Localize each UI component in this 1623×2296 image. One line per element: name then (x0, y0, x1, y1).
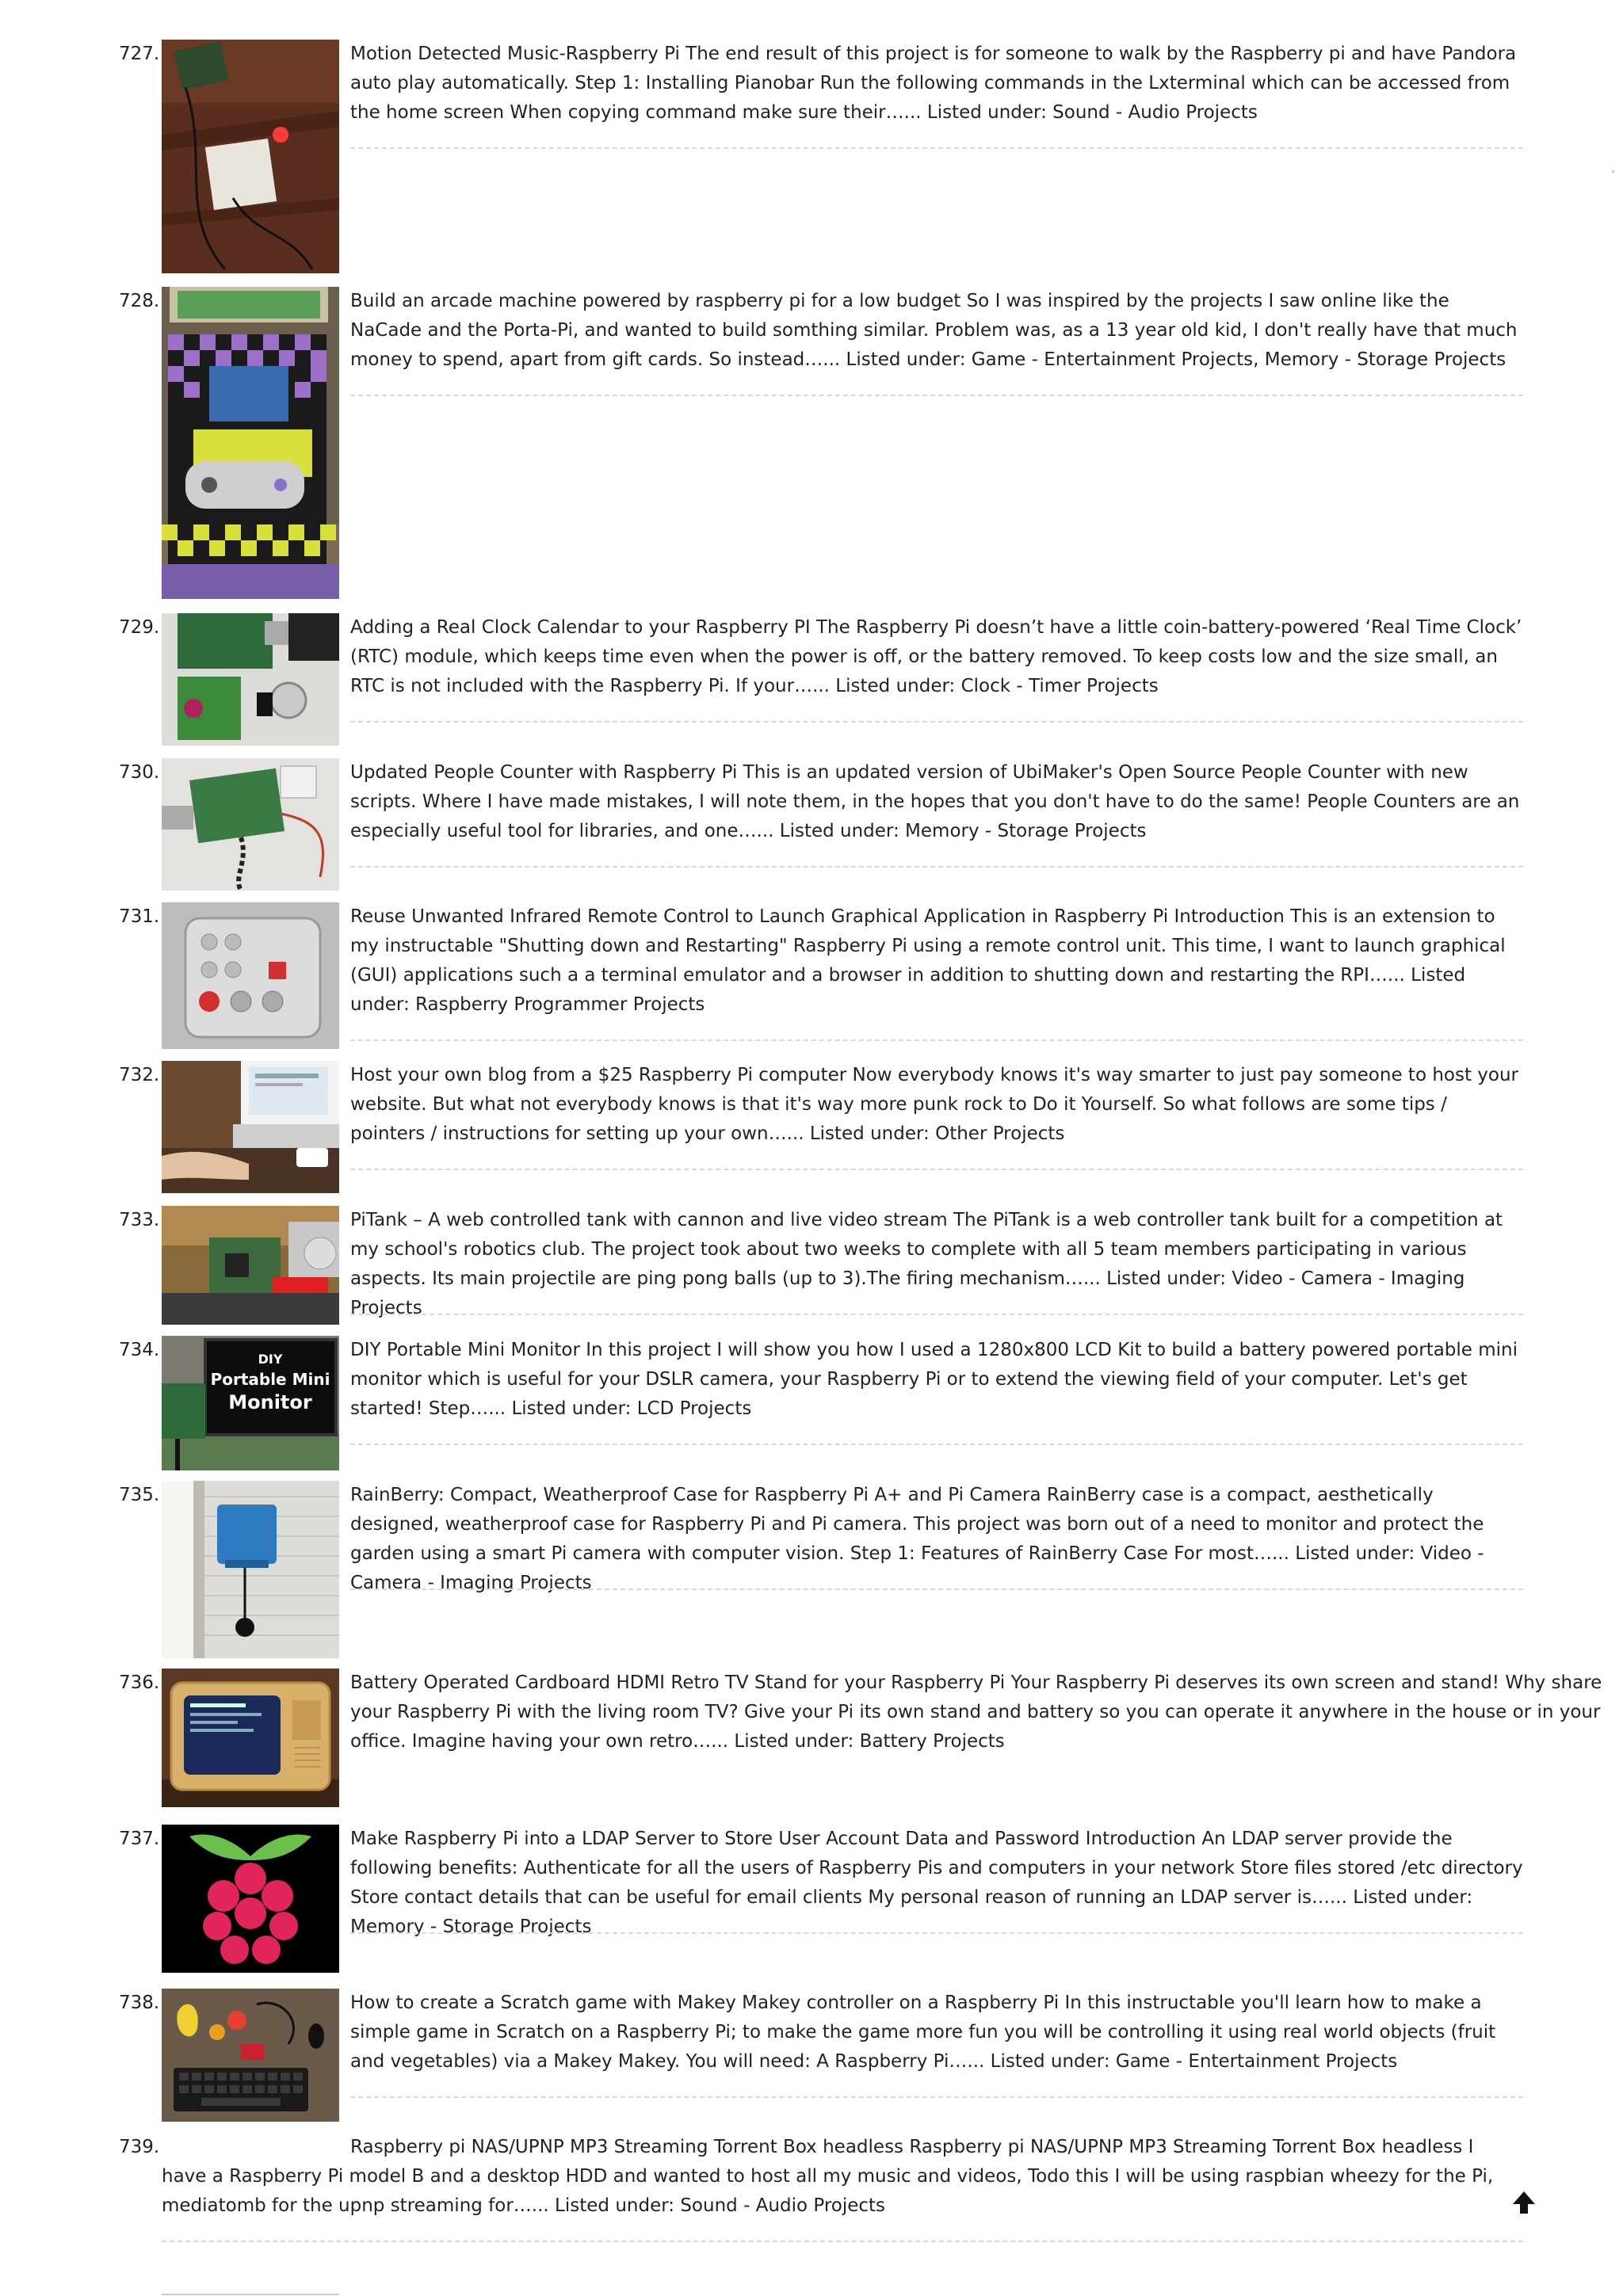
item-description[interactable]: Build an arcade machine powered by raspberry pi for a low budget So I was inspired by the projects I saw online like the NaCade and the Porta-Pi, and wanted to build somthing similar. Problem was, as a 13 year old kid, I don't really have that much money to spend, apart from gift cards. So instead…... Listed under: Game - Entertainment Projects, Memory - Storage Projects (350, 291, 1518, 370)
item-number: 738. (119, 1993, 160, 2013)
item-thumbnail[interactable] (162, 1669, 339, 1807)
item-description[interactable]: PiTank – A web controlled tank with cannon and live video stream The PiTank is a web controller tank built for a competition at my school's robotics club. The project took about two weeks to complete with all 5 team members participating in various aspects. Its main projectile are ping pong balls (up to 3).The firing mechanism…... Listed under: Video - Camera - Imaging Projects (350, 1210, 1503, 1318)
item-number: 732. (119, 1065, 160, 1085)
item-thumbnail[interactable] (162, 1481, 339, 1658)
next-item-edge (162, 2294, 339, 2295)
item-description[interactable]: Motion Detected Music-Raspberry Pi The end result of this project is for someone to walk by the Raspberry pi and have Pandora auto play automatically. Step 1: Installing Pianobar Run the following commands in the Lxterminal which can be accessed from the home screen When copying command make sure their…... Listed under: Sound - Audio Projects (350, 44, 1517, 123)
item-divider (350, 721, 1523, 723)
item-description[interactable]: Battery Operated Cardboard HDMI Retro TV Stand for your Raspberry Pi Your Raspberry Pi deserves its own screen and stand! Why share your Raspberry Pi with the living room TV? Give your Pi its own stand and battery so you can operate it anywhere in the house or in your office. Imagine having your own retro…... Listed under: Battery Projects (350, 1672, 1602, 1752)
list-item (0, 758, 1623, 893)
item-divider (350, 395, 1523, 396)
item-number: 737. (119, 1829, 160, 1849)
list-item (0, 1206, 1623, 1325)
item-divider (350, 1932, 1523, 1934)
item-divider (350, 1314, 1523, 1315)
list-item (0, 287, 1623, 604)
list-item (0, 2133, 1623, 2283)
item-divider (350, 147, 1523, 149)
list-item (0, 1336, 1623, 1470)
item-thumbnail[interactable] (162, 1825, 339, 1973)
item-divider (162, 2241, 1523, 2242)
item-description-text: Raspberry pi NAS/UPNP MP3 Streaming Torrent Box headless Raspberry pi NAS/UPNP MP3 Streaming Torrent Box headless I have a Raspberry Pi model B and a desktop HDD and wanted to host all my music and videos, Todo this I will be using raspbian wheezy for the Pi, mediatomb for the upnp streaming for…... Listed under: Sound - Audio Projects (162, 2137, 1494, 2216)
list-item (0, 1989, 1623, 2123)
item-description[interactable]: How to create a Scratch game with Makey Makey controller on a Raspberry Pi In this instructable you'll learn how to make a simple game in Scratch on a Raspberry Pi; to make the game more fun you will be controlling it using real world objects (fruit and vegetables) via a Makey Makey. You will need: A Raspberry Pi…... Listed under: Game - Entertainment Projects (350, 1993, 1496, 2072)
item-number: 728. (119, 291, 160, 311)
item-thumbnail[interactable] (162, 287, 339, 599)
monitor-label-1: DIY (258, 1352, 283, 1367)
item-divider (350, 1589, 1523, 1590)
item-number: 730. (119, 762, 160, 783)
item-description[interactable]: Host your own blog from a $25 Raspberry Pi computer Now everybody knows it's way smarter to just pay someone to host your website. But what not everybody knows is that it's way more punk rock to Do it Yourself. So what follows are some tips / pointers / instructions for setting up your own…... Listed under: Other Projects (350, 1065, 1518, 1144)
item-number: 731. (119, 906, 160, 927)
arrow-up-icon[interactable] (1510, 2188, 1538, 2217)
item-number: 736. (119, 1672, 160, 1693)
item-description[interactable]: RainBerry: Compact, Weatherproof Case for Raspberry Pi A+ and Pi Camera RainBerry case is a compact, aesthetically designed, weatherproof case for Raspberry Pi and Pi camera. This project was born out of a need to monitor and protect the garden using a smart Pi camera with computer vision. Step 1: Features of RainBerry Case For most…... Listed under: Video - Camera - Imaging Projects (350, 1485, 1484, 1593)
item-description[interactable]: Updated People Counter with Raspberry Pi This is an updated version of UbiMaker's Open Source People Counter with new scripts. Where I have made mistakes, I will note them, in the hopes that you don't have to do the same! People Counters are an especially useful tool for libraries, and one…... Listed under: Memory - Storage Projects (350, 762, 1520, 841)
item-thumbnail[interactable] (162, 1061, 339, 1193)
list-item (0, 902, 1623, 1057)
item-thumbnail[interactable] (162, 1989, 339, 2122)
item-number: 734. (119, 1340, 160, 1360)
item-number: 727. (119, 44, 160, 64)
item-number: 735. (119, 1485, 160, 1505)
list-item (0, 1061, 1623, 1196)
decorative-dot (1612, 170, 1614, 173)
item-description[interactable]: DIY Portable Mini Monitor In this project I will show you how I used a 1280x800 LCD Kit to build a battery powered portable mini monitor which is useful for your DSLR camera, your Raspberry Pi or to extend the viewing field of your computer. Let's get started! Step…... Listed under: LCD Projects (350, 1340, 1518, 1419)
item-thumbnail[interactable] (162, 40, 339, 273)
item-thumbnail[interactable] (162, 758, 339, 891)
monitor-label-2: Portable Mini (210, 1370, 330, 1389)
list-item (0, 1481, 1623, 1655)
item-thumbnail[interactable] (162, 1206, 339, 1325)
item-thumbnail[interactable] (162, 613, 339, 746)
item-number: 733. (119, 1210, 160, 1230)
item-description[interactable]: Reuse Unwanted Infrared Remote Control to Launch Graphical Application in Raspberry Pi Introduction This is an extension to my instructable "Shutting down and Restarting" Raspberry Pi using a remote control unit. This time, I want to launch graphical (GUI) applications such a a terminal emulator and a browser in addition to shutting down and restarting the RPI…... Listed under: Raspberry Programmer Projects (350, 906, 1506, 1015)
item-description[interactable]: Make Raspberry Pi into a LDAP Server to Store User Account Data and Password Introduction An LDAP server provide the following benefits: Authenticate for all the users of Raspberry Pis and computers in your network Store files stored /etc directory Store contact details that can be useful for email clients My personal reason of running an LDAP server is…... Listed under: Memory - Storage Projects (350, 1829, 1523, 1937)
item-number: 729. (119, 617, 160, 638)
list-item (0, 40, 1623, 277)
list-item (0, 1825, 1623, 1975)
item-divider (350, 1169, 1523, 1170)
item-thumbnail[interactable] (162, 1336, 339, 1470)
list-item (0, 613, 1623, 748)
item-description[interactable] (162, 2133, 1523, 2221)
item-divider (350, 866, 1523, 868)
item-number: 739. (119, 2137, 160, 2157)
monitor-label-3: Monitor (228, 1391, 312, 1413)
item-divider (350, 1444, 1523, 1445)
list-item (0, 1669, 1623, 1811)
item-divider (350, 1039, 1523, 1041)
item-divider (350, 2096, 1523, 2098)
item-thumbnail[interactable] (162, 902, 339, 1049)
item-description[interactable]: Adding a Real Clock Calendar to your Raspberry PI The Raspberry Pi doesn’t have a little coin-battery-powered ‘Real Time Clock’ (RTC) module, which keeps time even when the power is off, or the battery removed. To keep costs low and the size small, an RTC is not included with the Raspberry Pi. If your…... Listed under: Clock - Timer Projects (350, 617, 1522, 696)
